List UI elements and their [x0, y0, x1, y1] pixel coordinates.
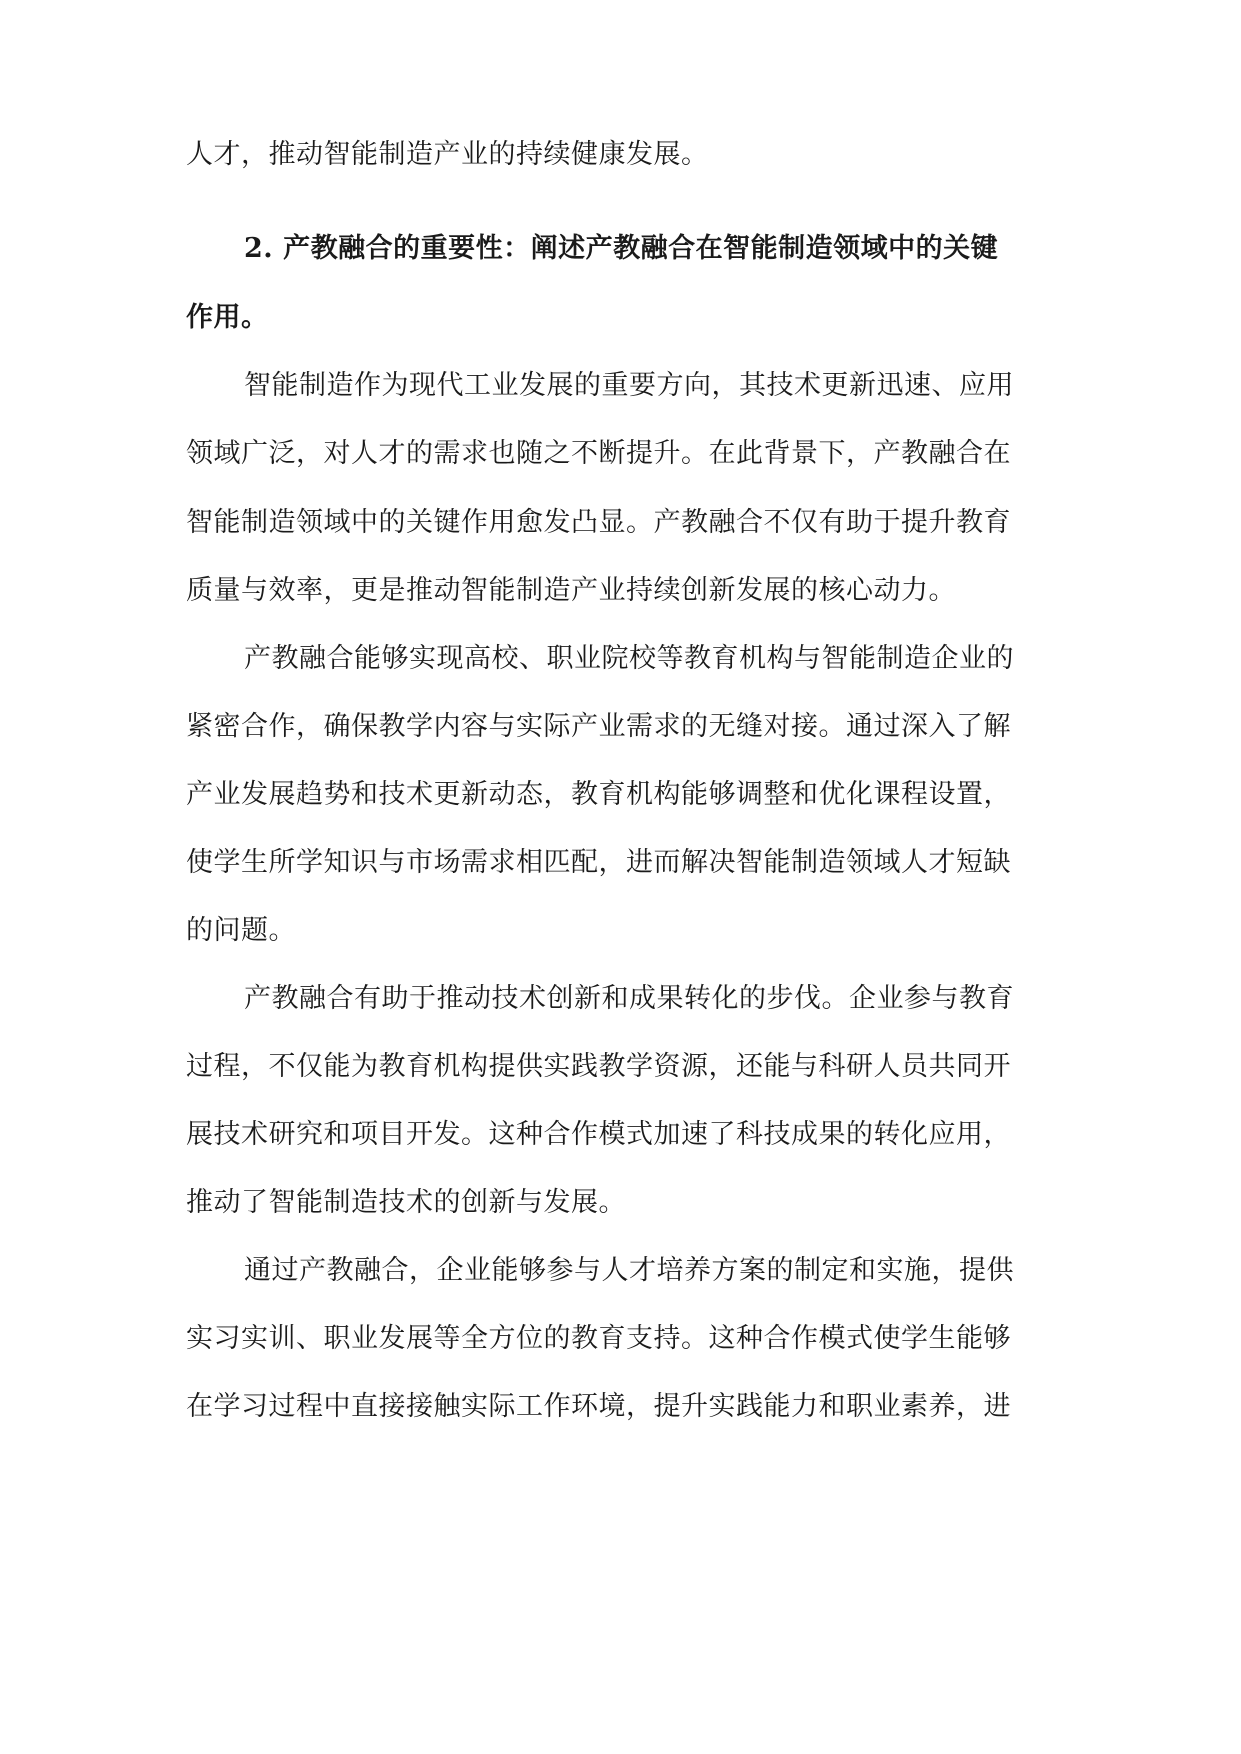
- paragraph-3-line-4: 推动了智能制造技术的创新与发展。: [186, 1187, 626, 1218]
- paragraph-2-line-1: 产教融合能够实现高校、职业院校等教育机构与智能制造企业的: [244, 643, 1014, 674]
- paragraph-4-line-1: 通过产教融合，企业能够参与人才培养方案的制定和实施，提供: [244, 1255, 1014, 1286]
- paragraph-4-line-2: 实习实训、职业发展等全方位的教育支持。这种合作模式使学生能够: [186, 1323, 1011, 1354]
- paragraph-1-line-4: 质量与效率，更是推动智能制造产业持续创新发展的核心动力。: [186, 575, 956, 606]
- section-heading-cont: 作用。: [186, 302, 269, 333]
- paragraph-2-line-3: 产业发展趋势和技术更新动态，教育机构能够调整和优化课程设置，: [186, 779, 1011, 810]
- paragraph-3-line-2: 过程，不仅能为教育机构提供实践教学资源，还能与科研人员共同开: [186, 1051, 1011, 1082]
- paragraph-1-line-2: 领域广泛，对人才的需求也随之不断提升。在此背景下，产教融合在: [186, 438, 1011, 469]
- text-line-continuation: 人才，推动智能制造产业的持续健康发展。: [186, 139, 709, 170]
- paragraph-2-line-4: 使学生所学知识与市场需求相匹配，进而解决智能制造领域人才短缺: [186, 847, 1011, 878]
- paragraph-4-line-3: 在学习过程中直接接触实际工作环境，提升实践能力和职业素养，进: [186, 1391, 1011, 1422]
- paragraph-1-line-1: 智能制造作为现代工业发展的重要方向，其技术更新迅速、应用: [244, 370, 1014, 401]
- paragraph-1-line-3: 智能制造领域中的关键作用愈发凸显。产教融合不仅有助于提升教育: [186, 507, 1011, 538]
- paragraph-3-line-1: 产教融合有助于推动技术创新和成果转化的步伐。企业参与教育: [244, 983, 1014, 1014]
- paragraph-2-line-2: 紧密合作，确保教学内容与实际产业需求的无缝对接。通过深入了解: [186, 711, 1011, 742]
- section-heading: 2. 产教融合的重要性：阐述产教融合在智能制造领域中的关键: [244, 233, 999, 264]
- paragraph-3-line-3: 展技术研究和项目开发。这种合作模式加速了科技成果的转化应用，: [186, 1119, 1011, 1150]
- paragraph-2-line-5: 的问题。: [186, 915, 296, 946]
